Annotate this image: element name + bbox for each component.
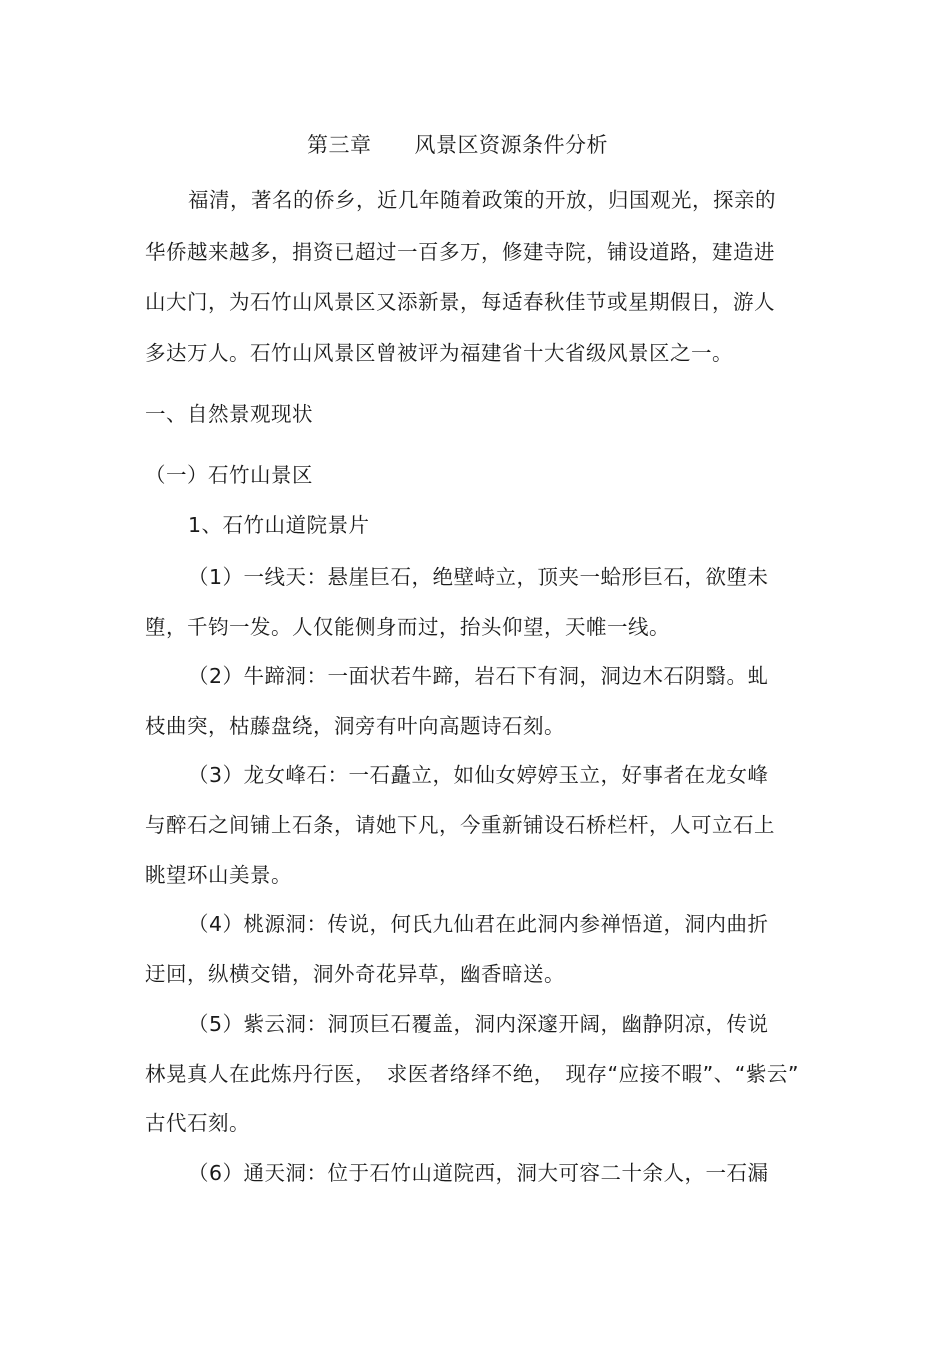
item-4-line-2: 迂回，纵横交错，洞外奇花异草，幽香暗送。 xyxy=(145,962,565,986)
item-4-line-1: （4）桃源洞：传说，何氏九仙君在此洞内参禅悟道，洞内曲折 xyxy=(188,912,769,936)
item-3-line-1: （3）龙女峰石：一石矗立，如仙女婷婷玉立，好事者在龙女峰 xyxy=(188,763,769,787)
item-2-line-2: 枝曲突，枯藤盘绕，洞旁有叶向高题诗石刻。 xyxy=(145,714,565,738)
item-5-line-1: （5）紫云洞：洞顶巨石覆盖，洞内深邃开阔，幽静阴凉，传说 xyxy=(188,1012,769,1036)
intro-line-3: 山大门，为石竹山风景区又添新景，每适春秋佳节或星期假日，游人 xyxy=(145,290,775,314)
item-1-line-2: 堕，千钧一发。人仅能侧身而过，抬头仰望，天帷一线。 xyxy=(145,615,670,639)
item-2-line-1: （2）牛蹄洞：一面状若牛蹄，岩石下有洞，洞边木石阴翳。虬 xyxy=(188,664,769,688)
item-5-line-2: 林晃真人在此炼丹行医， 求医者络绎不绝， 现存“应接不暇”、“紫云” xyxy=(145,1062,799,1086)
chapter-title: 第三章 风景区资源条件分析 xyxy=(307,133,608,157)
subsection-heading: （一）石竹山景区 xyxy=(145,463,313,487)
intro-line-1: 福清，著名的侨乡，近几年随着政策的开放，归国观光，探亲的 xyxy=(188,188,776,212)
item-3-line-2: 与醉石之间铺上石条，请她下凡，今重新铺设石桥栏杆，人可立石上 xyxy=(145,813,775,837)
section-heading: 一、自然景观现状 xyxy=(145,402,313,426)
item-3-line-3: 眺望环山美景。 xyxy=(145,863,292,887)
item-5-line-3: 古代石刻。 xyxy=(145,1111,250,1135)
item-1-line-1: （1）一线天：悬崖巨石，绝壁峙立，顶夹一蛤形巨石，欲堕未 xyxy=(188,565,769,589)
intro-line-4: 多达万人。石竹山风景区曾被评为福建省十大省级风景区之一。 xyxy=(145,341,733,365)
item-6-line-1: （6）通天洞：位于石竹山道院西，洞大可容二十余人，一石漏 xyxy=(188,1161,769,1185)
intro-line-2: 华侨越来越多，捐资已超过一百多万，修建寺院，铺设道路，建造进 xyxy=(145,240,775,264)
subsubsection-heading: 1、石竹山道院景片 xyxy=(188,513,370,537)
